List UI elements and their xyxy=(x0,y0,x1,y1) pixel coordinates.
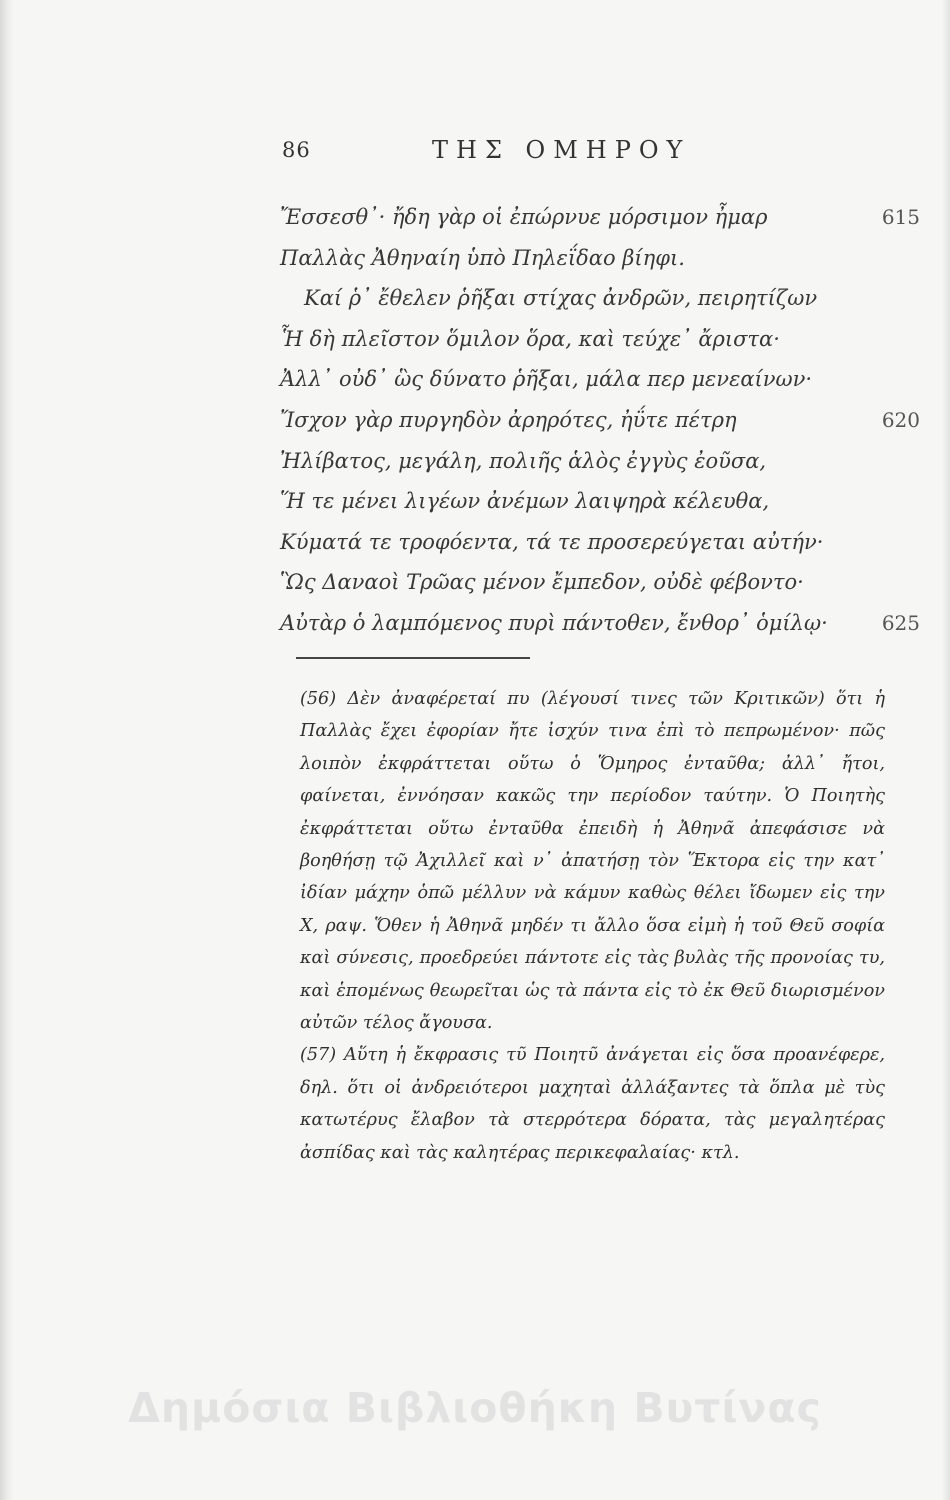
verse-text: Ἥ τε μένει λιγέων ἀνέμων λαιψηρὰ κέλευθα, xyxy=(280,489,770,514)
running-head: ΤΗΣ ΟΜΗΡΟΥ xyxy=(432,136,691,164)
footnote xyxy=(300,1039,885,1169)
verse-line xyxy=(280,562,920,603)
footnote xyxy=(300,683,885,1039)
verse-text: Ἀλλ᾽ οὐδ᾽ ὣς δύνατο ῥῆξαι, μάλα περ μενεαίνων· xyxy=(280,367,813,392)
verse-text: Ἧ δὴ πλεῖστον ὅμιλον ὅρα, καὶ τεύχε᾽ ἄριστα· xyxy=(280,326,780,351)
footnote-text: (57) Αὕτη ἡ ἔκφρασις τῦ Ποιητῦ ἀνάγεται εἰς ὅσα προανέφερε, δηλ. ὅτι οἱ ἀνδρειότεροι μαχηταὶ ἀλλάξαντες τὰ ὅπλα μὲ τὺς κατωτέρυς ἔλαβον τὰ στερρότερα δόρατα, τὰς μεγαλητέρας ἀσπίδας καὶ τὰς καλητέρας περικεφαλαίας· κτλ. xyxy=(300,1045,885,1163)
verse-text: Ἠλίβατος, μεγάλη, πολιῆς ἁλὸς ἐγγὺς ἐοῦσα, xyxy=(280,448,767,473)
library-watermark: Δημόσια Βιβλιοθήκη Βυτίνας xyxy=(128,1384,822,1432)
verse-line xyxy=(280,603,920,644)
page-edge-right xyxy=(942,0,950,1500)
verse-line xyxy=(280,400,920,441)
verse-line xyxy=(280,238,920,279)
page-number: 86 xyxy=(282,138,311,162)
verse-line xyxy=(280,197,920,238)
verse-line xyxy=(280,522,920,563)
verse-line xyxy=(280,359,920,400)
verse-line xyxy=(280,319,920,360)
verse-text: Ἴσχον γὰρ πυργηδὸν ἀρηρότες, ἠΰτε πέτρη xyxy=(280,407,737,432)
footnote-rule xyxy=(296,657,530,659)
verse-text: Ἔσσεσθ᾽· ἤδη γὰρ οἱ ἐπώρνυε μόρσιμον ἦμαρ xyxy=(280,205,768,229)
verse-text: Αὐτὰρ ὁ λαμπόμενος πυρὶ πάντοθεν, ἔνθορ᾽ ὁμίλῳ· xyxy=(280,610,828,635)
verse-text: Καί ῥ᾽ ἔθελεν ῥῆξαι στίχας ἀνδρῶν, πειρητίζων xyxy=(304,286,818,311)
verse-text: Ὣς Δαναοὶ Τρῶας μένον ἔμπεδον, οὐδὲ φέβοντο· xyxy=(280,570,804,595)
footnotes xyxy=(300,683,885,1169)
verse-text: Παλλὰς Ἀθηναίη ὑπὸ Πηλεΐδαο βίηφι. xyxy=(280,245,685,270)
line-number: 620 xyxy=(881,407,920,432)
line-number: 615 xyxy=(881,205,920,229)
line-number: 625 xyxy=(881,610,920,635)
page-header xyxy=(282,138,882,178)
verse-line xyxy=(280,481,920,522)
page-edge-left xyxy=(0,0,14,1500)
footnote-text: (56) Δὲν ἀναφέρεταί πυ (λέγουσί τινες τῶν Κριτικῶν) ὅτι ἡ Παλλὰς ἔχει ἐφορίαν ἤτε ἰσχύν τινα ἐπὶ τὸ πεπρωμένον· πῶς λοιπὸν ἐκφράττεται οὕτω ὁ Ὅμηρος ἐνταῦθα; ἀλλ᾽ ἤτοι, φαίνεται, ἐννόησαν κακῶς την περίοδον ταύτην. Ὁ Ποιητὴς ἐκφράττεται οὕτω ἐνταῦθα ἐπειδὴ ἡ Ἀθηνᾶ ἀπεφάσισε νὰ βοηθήσῃ τῷ Ἀχιλλεῖ καὶ ν᾽ ἀπατήσῃ τὸν Ἕκτορα εἰς την κατ᾽ ἰδίαν μάχην ὁπῶ μέλλυν νὰ κάμυν καθὼς θέλει ἴδωμεν εἰς την Χ, ραψ. Ὅθεν ἡ Ἀθηνᾶ μηδέν τι ἄλλο ὅσα εἰμὴ ἡ τοῦ Θεῦ σοφία καὶ σύνεσις, προεδρεύει πάντοτε εἰς τὰς βυλὰς τῆς προνοίας τυ, καὶ ἑπομένως θεωρεῖται ὡς τὰ πάντα εἰς τὸ ἐκ Θεῦ διωρισμένον αὐτῶν τέλος ἄγουσα. xyxy=(300,689,885,1034)
verse-block xyxy=(280,197,920,644)
verse-line xyxy=(280,441,920,482)
verse-line xyxy=(280,278,920,319)
verse-text: Κύματά τε τροφόεντα, τά τε προσερεύγεται αὐτήν· xyxy=(280,529,824,554)
